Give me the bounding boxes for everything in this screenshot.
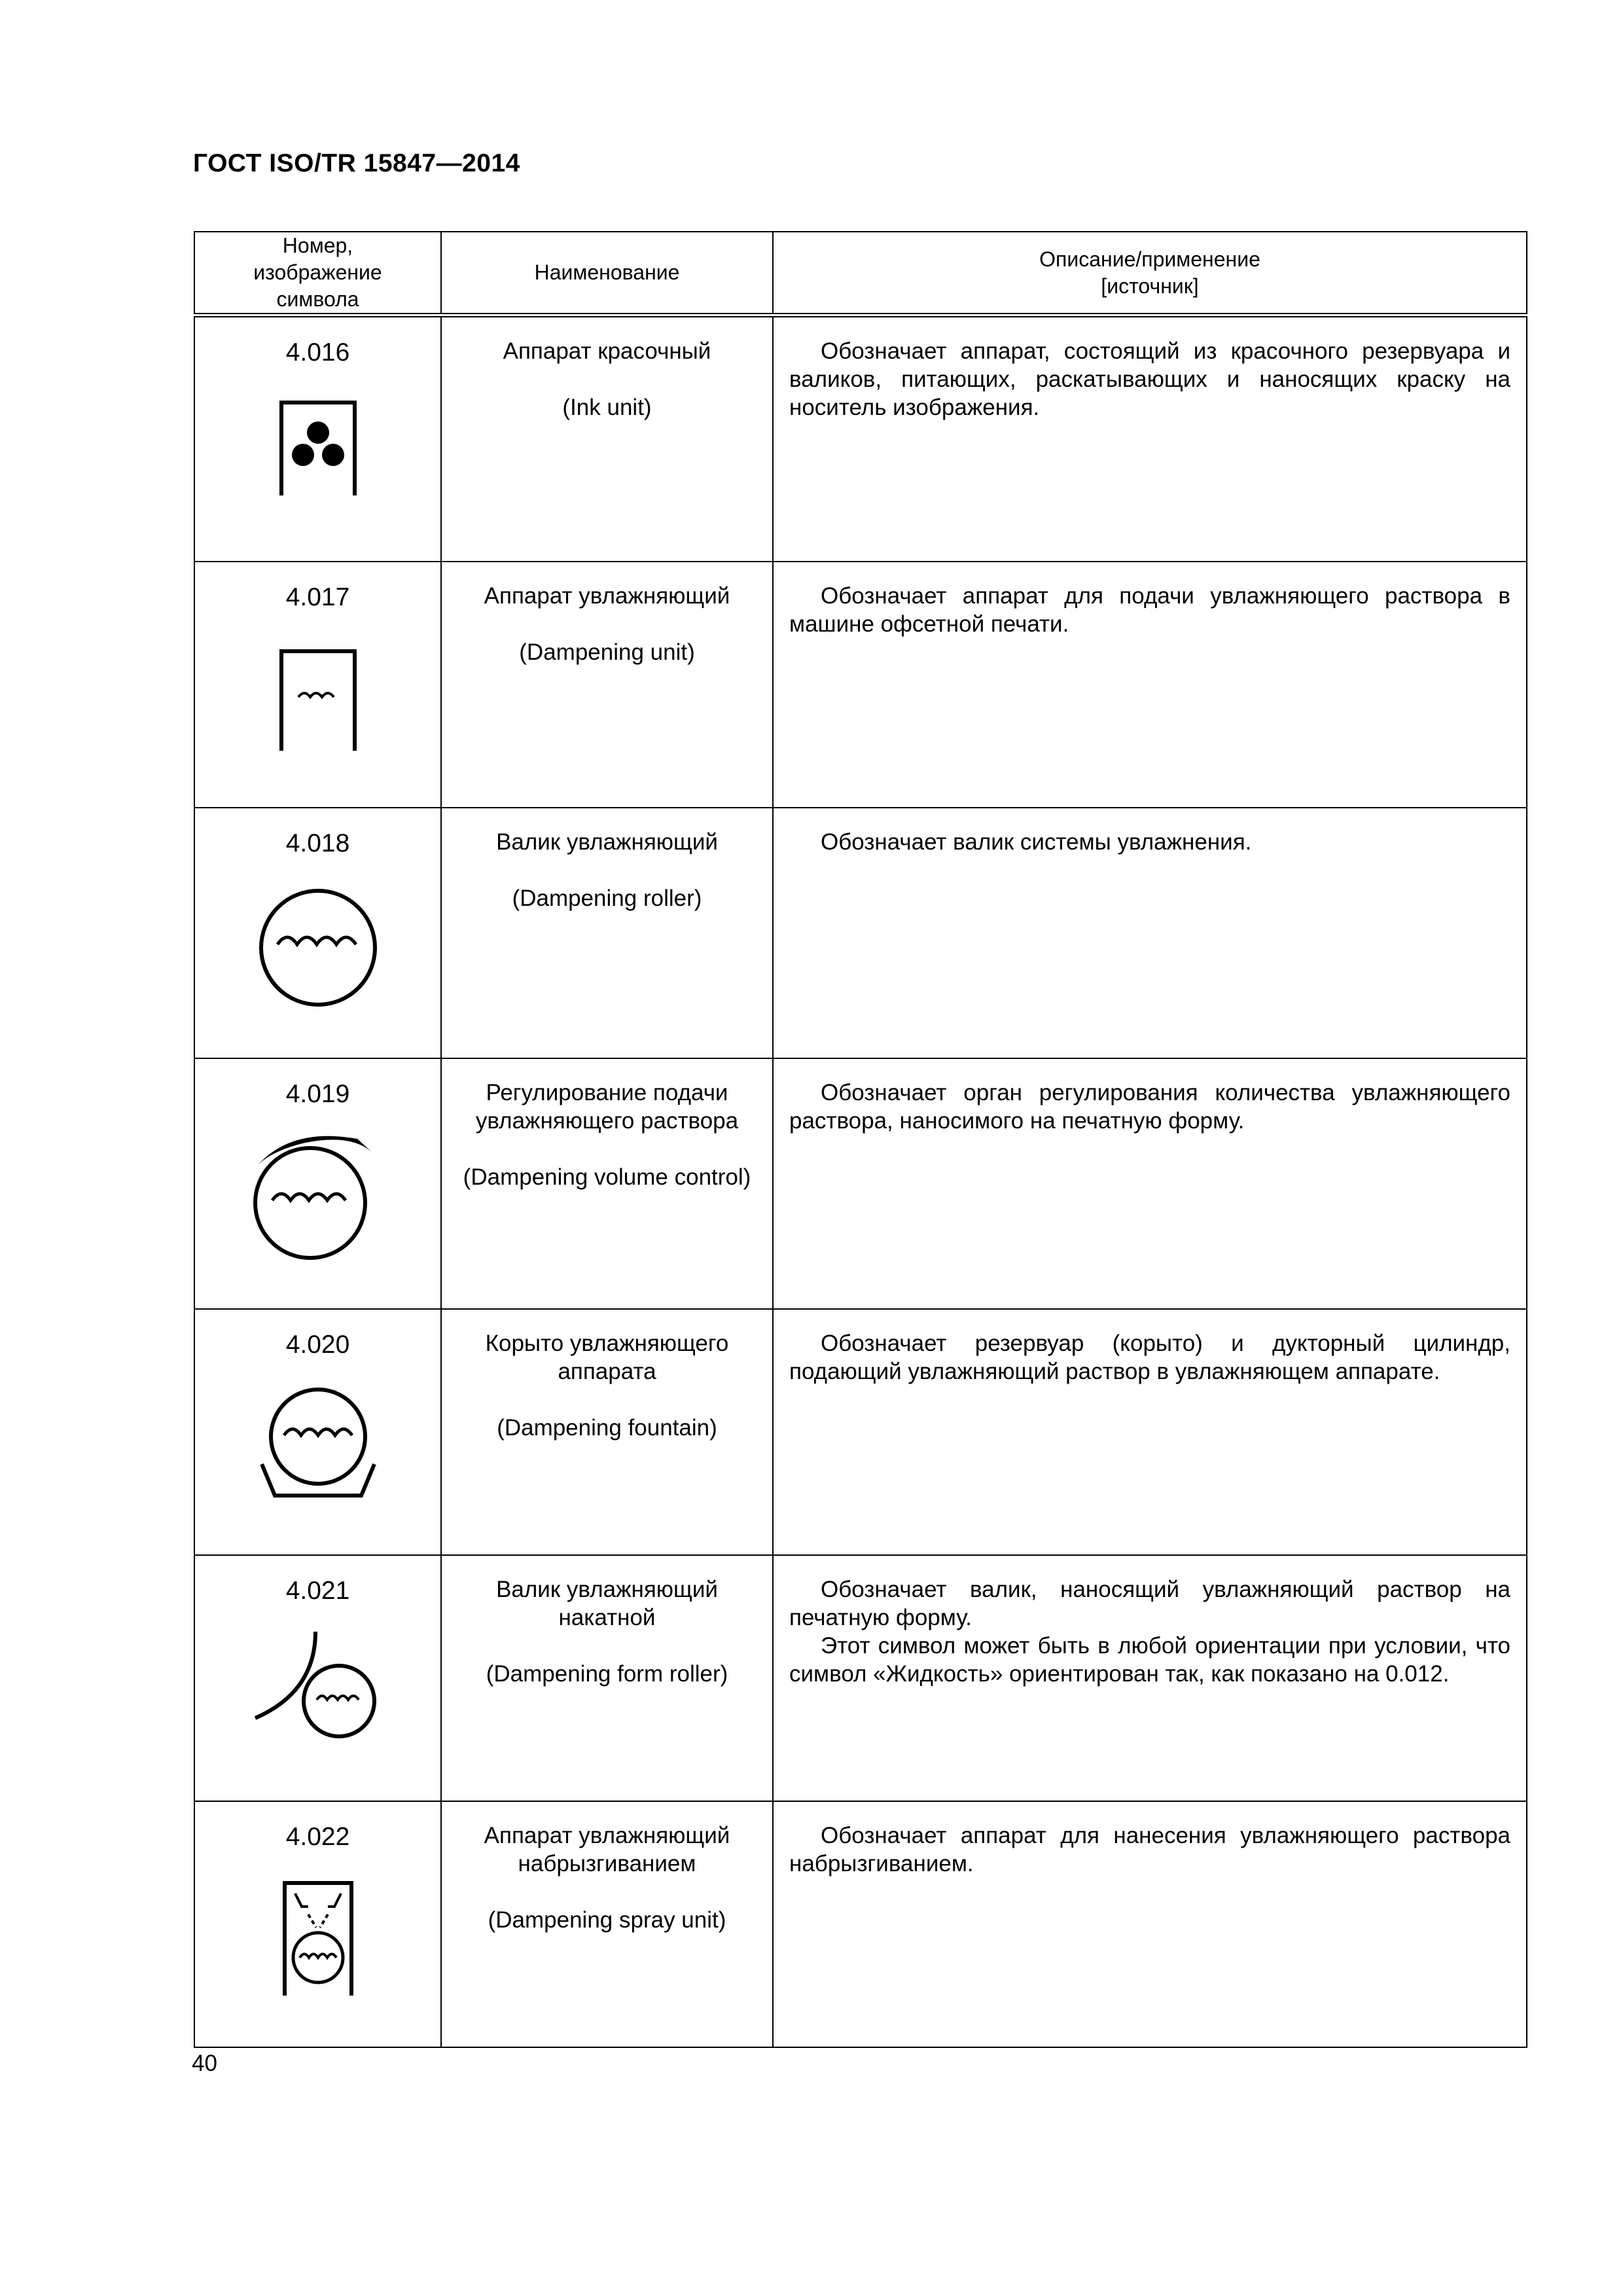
header-description-line1: Описание/применение (1039, 247, 1260, 271)
description-text: Обозначает аппарат, состоящий из красочного резервуара и валиков, питающих, раскатывающих и наносящих краску на носитель изображения. (789, 338, 1510, 420)
header-name: Наименование (441, 232, 773, 315)
symbol-number: 4.017 (285, 583, 350, 611)
symbol-number: 4.019 (285, 1079, 350, 1108)
symbol-number: 4.018 (285, 829, 350, 857)
dampening-fountain-icon (259, 1386, 377, 1503)
description-cell (773, 315, 1527, 562)
symbol-cell (194, 315, 441, 562)
name-cell (441, 1058, 773, 1309)
ink-unit-icon (272, 397, 364, 495)
name-cell (441, 1801, 773, 2047)
name-ru: Валик увлажняющий (496, 829, 718, 855)
name-ru: Регулирование подачи увлажняющего раствора (475, 1079, 739, 1134)
symbol-number: 4.016 (285, 338, 350, 367)
description-text: Обозначает орган регулирования количества увлажняющего раствора, наносимого на печатную форму. (789, 1079, 1510, 1134)
description-cell (773, 562, 1527, 808)
page-number: 40 (192, 2051, 217, 2076)
symbol-number: 4.021 (285, 1576, 350, 1605)
description-cell (773, 1801, 1527, 2047)
name-en: (Dampening unit) (519, 639, 695, 665)
description-text: Этот символ может быть в любой ориентации при условии, что символ «Жидкость» ориентирован так, как показано на 0.012. (789, 1632, 1510, 1687)
name-cell (441, 1309, 773, 1555)
name-cell (441, 808, 773, 1058)
symbol-cell (194, 562, 441, 808)
document-title: ГОСТ ISO/TR 15847—2014 (193, 149, 520, 177)
name-cell (441, 562, 773, 808)
name-ru: Аппарат красочный (503, 338, 711, 364)
name-ru: Корыто увлажняющего аппарата (485, 1330, 729, 1384)
table-row (194, 562, 1527, 808)
description-text: Обозначает аппарат для подачи увлажняющего раствора в машине офсетной печати. (789, 583, 1510, 637)
symbol-number: 4.022 (285, 1822, 350, 1851)
description-cell (773, 1309, 1527, 1555)
name-en: (Dampening volume control) (463, 1164, 751, 1190)
name-ru: Валик увлажняющий накатной (496, 1576, 718, 1630)
dampening-volume-control-icon (253, 1126, 383, 1263)
name-cell (441, 1555, 773, 1801)
name-en: (Ink unit) (562, 395, 652, 420)
dampening-spray-unit-icon (276, 1878, 361, 1996)
symbol-cell (194, 1058, 441, 1309)
description-cell (773, 1058, 1527, 1309)
description-text: Обозначает валик, наносящий увлажняющий раствор на печатную форму. (789, 1576, 1510, 1630)
name-ru: Аппарат увлажняющий набрызгиванием (484, 1822, 730, 1876)
symbol-cell (194, 1555, 441, 1801)
name-en: (Dampening fountain) (497, 1414, 717, 1441)
header-description (773, 232, 1527, 315)
table-row (194, 315, 1527, 562)
table-row (194, 1058, 1527, 1309)
symbol-cell (194, 1801, 441, 2047)
header-symbol: Номер, изображение символа (194, 232, 441, 315)
description-cell (773, 808, 1527, 1058)
table-row (194, 1309, 1527, 1555)
symbol-cell (194, 808, 441, 1058)
description-text: Обозначает валик системы увлажнения. (821, 829, 1252, 855)
table-row (194, 1555, 1527, 1801)
symbols-table (194, 231, 1527, 2048)
name-en: (Dampening roller) (512, 885, 702, 911)
dampening-unit-icon (272, 646, 364, 751)
name-cell (441, 315, 773, 562)
name-en: (Dampening form roller) (486, 1660, 728, 1687)
table-header-row (194, 232, 1527, 315)
name-ru: Аппарат увлажняющий (484, 583, 730, 609)
table-row (194, 1801, 1527, 2047)
description-text: Обозначает аппарат для нанесения увлажняющего раствора набрызгиванием. (789, 1822, 1510, 1876)
description-cell (773, 1555, 1527, 1801)
table-row (194, 808, 1527, 1058)
symbol-cell (194, 1309, 441, 1555)
dampening-form-roller-icon (253, 1629, 383, 1740)
header-description-line2: [источник] (1101, 274, 1199, 298)
symbol-number: 4.020 (285, 1330, 350, 1359)
name-en: (Dampening spray unit) (488, 1907, 726, 1933)
description-text: Обозначает резервуар (корыто) и дукторный цилиндр, подающий увлажняющий раствор в увлажняющем аппарате. (789, 1330, 1510, 1384)
dampening-roller-icon (256, 886, 380, 1010)
